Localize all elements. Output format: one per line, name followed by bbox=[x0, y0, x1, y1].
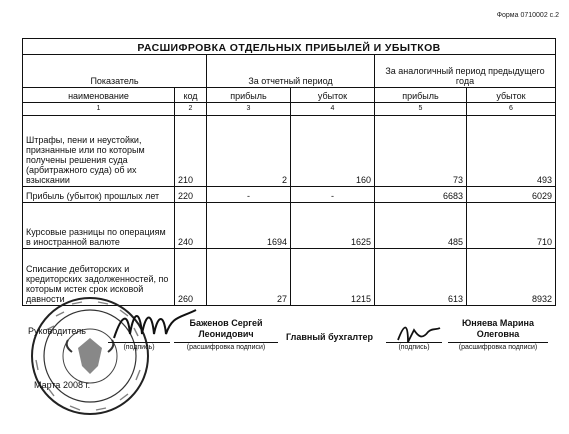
row-cur-loss: 160 bbox=[291, 116, 375, 187]
column-number: 4 bbox=[291, 103, 375, 116]
row-code: 220 bbox=[175, 187, 207, 203]
column-number: 6 bbox=[467, 103, 556, 116]
header-row-1 bbox=[23, 55, 556, 88]
accountant-signature-caption: (подпись) bbox=[398, 344, 430, 351]
column-number-row bbox=[23, 103, 556, 116]
header-code: код bbox=[175, 88, 207, 103]
row-name: Списание дебиторских и кредиторских задолженностей, по которым истек срок исковой давности bbox=[23, 249, 175, 306]
row-code: 260 bbox=[175, 249, 207, 306]
head-name-line2: Леонидович bbox=[198, 329, 254, 339]
header-current-period: За отчетный период bbox=[207, 55, 375, 88]
header-row-2 bbox=[23, 88, 556, 103]
table-title-row bbox=[23, 39, 556, 55]
header-prev-profit: прибыль bbox=[375, 88, 467, 103]
row-prev-profit: 73 bbox=[375, 116, 467, 187]
head-signature-caption: (подпись) bbox=[123, 344, 155, 351]
header-name: наименование bbox=[23, 88, 175, 103]
head-decoding-line bbox=[174, 342, 278, 343]
header-previous-period: За аналогичный период предыдущего года bbox=[375, 55, 556, 88]
row-prev-profit: 6683 bbox=[375, 187, 467, 203]
row-name: Курсовые разницы по операциям в иностранной валюте bbox=[23, 203, 175, 249]
accountant-name bbox=[448, 318, 548, 340]
head-title: Руководитель bbox=[28, 326, 86, 336]
row-prev-profit: 485 bbox=[375, 203, 467, 249]
row-cur-loss: - bbox=[291, 187, 375, 203]
row-cur-profit: 27 bbox=[207, 249, 291, 306]
header-prev-loss: убыток bbox=[467, 88, 556, 103]
table-title: РАСШИФРОВКА ОТДЕЛЬНЫХ ПРИБЫЛЕЙ И УБЫТКОВ bbox=[23, 39, 556, 55]
table-row bbox=[23, 203, 556, 249]
table-row bbox=[23, 187, 556, 203]
accountant-decoding-line bbox=[448, 342, 548, 343]
accountant-signature-line bbox=[386, 342, 442, 343]
row-cur-loss: 1215 bbox=[291, 249, 375, 306]
column-number: 1 bbox=[23, 103, 175, 116]
row-prev-loss: 8932 bbox=[467, 249, 556, 306]
accountant-title: Главный бухгалтер bbox=[286, 332, 374, 342]
head-decoding-caption: (расшифровка подписи) bbox=[186, 344, 266, 351]
accountant-decoding-caption: (расшифровка подписи) bbox=[458, 344, 538, 351]
form-number-label: Форма 0710002 с.2 bbox=[496, 12, 559, 19]
row-cur-profit: 1694 bbox=[207, 203, 291, 249]
row-cur-profit: - bbox=[207, 187, 291, 203]
report-date: Марта 2008 г. bbox=[34, 380, 91, 390]
head-name-line1: Баженов Сергей bbox=[189, 318, 263, 328]
row-cur-loss: 1625 bbox=[291, 203, 375, 249]
row-name: Штрафы, пени и неустойки, признанные или по которым получены решения суда (арбитражного суда) об их взыскании bbox=[23, 116, 175, 187]
row-code: 240 bbox=[175, 203, 207, 249]
header-indicator: Показатель bbox=[23, 55, 207, 88]
row-name: Прибыль (убыток) прошлых лет bbox=[23, 187, 175, 203]
row-code: 210 bbox=[175, 116, 207, 187]
accountant-name-line2: Олеговна bbox=[476, 329, 520, 339]
row-prev-profit: 613 bbox=[375, 249, 467, 306]
row-prev-loss: 710 bbox=[467, 203, 556, 249]
header-cur-profit: прибыль bbox=[207, 88, 291, 103]
row-cur-profit: 2 bbox=[207, 116, 291, 187]
accountant-name-line1: Юняева Марина bbox=[462, 318, 534, 328]
profit-loss-table bbox=[22, 38, 556, 306]
head-name bbox=[176, 318, 276, 340]
header-cur-loss: убыток bbox=[291, 88, 375, 103]
head-signature-line bbox=[108, 342, 170, 343]
row-prev-loss: 493 bbox=[467, 116, 556, 187]
column-number: 5 bbox=[375, 103, 467, 116]
column-number: 3 bbox=[207, 103, 291, 116]
column-number: 2 bbox=[175, 103, 207, 116]
row-prev-loss: 6029 bbox=[467, 187, 556, 203]
table-row bbox=[23, 116, 556, 187]
